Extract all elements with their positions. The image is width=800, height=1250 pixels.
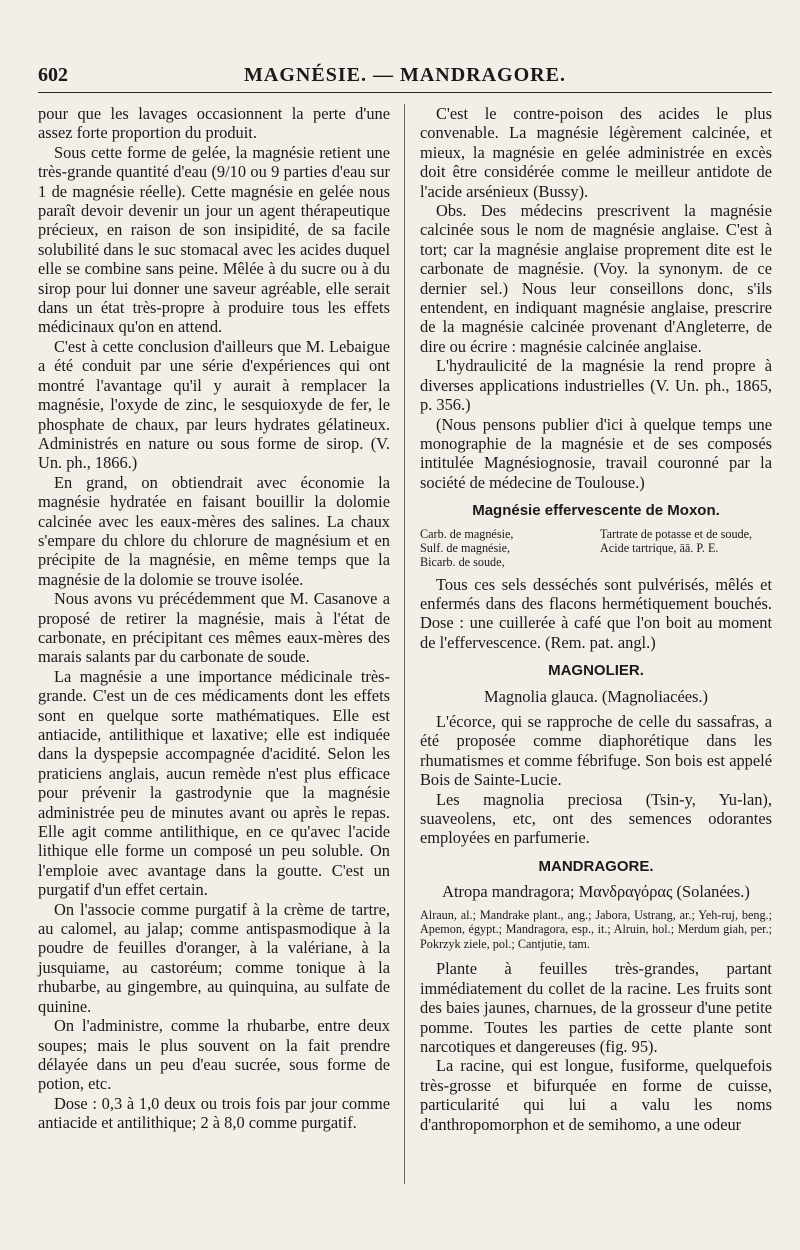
paragraph: On l'administre, comme la rhubarbe, entre deux soupes; mais le plus souvent on la fait prendre délayée dans un peu d'eau sucrée, sous forme de potion, etc. <box>38 1016 390 1094</box>
recipe-line: Carb. de magnésie, <box>420 526 514 541</box>
paragraph: pour que les lavages occasionnent la perte d'une assez forte proportion du produit. <box>38 104 390 143</box>
vernacular-names: Alraun, al.; Mandrake plant., ang.; Jabora, Ustrang, ar.; Yeh-ruj, beng.; Apemon, égypt.; Mandragora, esp., it.; Alruin, hol.; Merdum giah, per.; Pokrzyk ziele, pol.; Cantjutie, tam. <box>420 907 772 951</box>
running-title: MAGNÉSIE. — MANDRAGORE. <box>244 64 566 86</box>
paragraph: Obs. Des médecins prescrivent la magnésie calcinée sous le nom de magnésie anglaise. C'est à tort; car la magnésie anglaise proprement dite est le carbonate de magnésie. (Voy. la synonym. de ce dernier sel.) Nous leur conseillons donc, s'ils entendent, en indiquant magnésie anglaise, prescrire de la magnésie calcinée provenant d'Angleterre, de dire ou écrire : magnésie calcinée anglaise. <box>420 201 772 356</box>
paragraph: Plante à feuilles très-grandes, partant immédiatement du collet de la racine. Les fruits sont des baies jaunes, charnues, de la grosseur d'une petite pomme. Toutes les parties de cette plante sont narcotiques et dangereuses (fig. 95). <box>420 959 772 1057</box>
paragraph: La magnésie a une importance médicinale très-grande. C'est un de ces médicaments dont les effets sont en quelque sorte mathématiques. Elle est antiacide, antilithique et laxative; elle est indiquée dans la dyspepsie accompagnée d'acidité. Selon les praticiens anglais, aucun remède n'est plus efficace pour prévenir la gastrodynie que la magnésie administrée peu de minutes avant ou après le repas. Elle agit comme antilithique, en ce qu'avec l'acide lithique elle forme un composé un peu soluble. On l'emploie avec avantage dans la goutte. C'est un purgatif d'un effet certain. <box>38 666 390 900</box>
recipe-block <box>420 527 772 569</box>
paragraph: Les magnolia preciosa (Tsin-y, Yu-lan), suaveolens, etc, ont des semences odorantes employées en parfumerie. <box>420 789 772 848</box>
section-subhead-mandragore: Atropa mandragora; Μανδραγόρας (Solanées.) <box>442 882 750 902</box>
recipe-right <box>600 527 772 569</box>
paragraph: On l'associe comme purgatif à la crème de tartre, au calomel, au jalap; comme antispasmodique à la poudre de feuilles d'oranger, à la valériane, à la jusquiame, au castoréum; comme tonique à la rhubarbe, au gingembre, au quinquina, au sulfate de quinine. <box>38 899 390 1016</box>
recipe-line: Tartrate de potasse et de soude, <box>600 526 753 541</box>
paragraph: En grand, on obtiendrait avec économie la magnésie hydratée en faisant bouillir la dolomie calcinée avec les eaux-mères des salines. La chaux s'empare du chlore du chlorure de magnésium et en précipite de la magnésie, en même temps que la magnésie de la dolomie se trouve isolée. <box>38 472 390 589</box>
right-column <box>420 104 772 1134</box>
paragraph: La racine, qui est longue, fusiforme, quelquefois très-grosse et bifurquée en forme de cuisse, particularité qui lui a valu les noms d'anthropomorphon et de semihomo, a une odeur <box>420 1056 772 1134</box>
paragraph: C'est à cette conclusion d'ailleurs que M. Lebaigue a été conduit par une série d'expériences qui ont montré l'avantage qu'il y aurait à remplacer la magnésie, l'oxyde de zinc, le sesquioxyde de fer, le phosphate de chaux, par leurs hydrates gélatineux. Administrés en nature ou sous forme de sirop. (V. Un. ph., 1866.) <box>38 336 390 473</box>
paragraph: Sous cette forme de gelée, la magnésie retient une très-grande quantité d'eau (9/10 ou 9 parties d'eau sur 1 de magnésie réelle). Cette magnésie en gelée nous paraît devoir devenir un jour un agent thérapeutique précieux, en raison de son insipidité, de sa facile solubilité dans le suc stomacal avec les acides duquel elle se combine sans peine. Mêlée à du sucre ou à du sirop pour lui donner une saveur agréable, elle serait dans un état très-propre à produire tous les effets médicinaux qu'on en attend. <box>38 142 390 337</box>
paragraph: L'écorce, qui se rapproche de celle du sassafras, a été proposée comme diaphorétique dans les rhumatismes et comme fébrifuge. Son bois est appelé Bois de Sainte-Lucie. <box>420 711 772 790</box>
paragraph: Nous avons vu précédemment que M. Casanove a proposé de retirer la magnésie, mais à l'état de carbonate, en précipitant ces mêmes eaux-mères des marais salants par du carbonate de soude. <box>38 589 390 667</box>
section-heading-mandragore: MANDRAGORE. <box>538 857 654 875</box>
paragraph: C'est le contre-poison des acides le plus convenable. La magnésie légèrement calcinée, et mieux, la magnésie en gelée administrée en excès doit être considérée comme le meilleur antidote de l'acide arsénieux (Bussy). <box>420 104 772 201</box>
paragraph: (Nous pensons publier d'ici à quelque temps une monographie de la magnésie et de ses composés intitulée Magnésiognosie, travail couronné par la société de médecine de Toulouse.) <box>420 414 772 492</box>
column-divider <box>404 104 405 1184</box>
recipe-line: Acide tartrique, āā. P. E. <box>600 540 719 555</box>
recipe-line: Bicarb. de soude, <box>420 554 505 569</box>
running-header <box>38 62 772 93</box>
page-number: 602 <box>38 64 68 86</box>
section-heading-moxon: Magnésie effervescente de Moxon. <box>472 502 720 520</box>
paragraph: L'hydraulicité de la magnésie la rend propre à diverses applications industrielles (V. Un. ph., 1865, p. 356.) <box>420 356 772 415</box>
paragraph: Dose : 0,3 à 1,0 deux ou trois fois par jour comme antiacide et antilithique; 2 à 8,0 comme purgatif. <box>38 1093 390 1133</box>
section-heading-magnolier: MAGNOLIER. <box>548 662 644 680</box>
left-column <box>38 104 390 1133</box>
paragraph: Tous ces sels desséchés sont pulvérisés, mêlés et enfermés dans des flacons hermétiquement bouchés. Dose : une cuillerée à café que l'on boit au moment de l'effervescence. (Rem. pat. angl.) <box>420 574 772 652</box>
recipe-left <box>420 527 592 569</box>
section-subhead-magnolier: Magnolia glauca. (Magnoliacées.) <box>484 686 708 706</box>
recipe-line: Sulf. de magnésie, <box>420 540 511 555</box>
